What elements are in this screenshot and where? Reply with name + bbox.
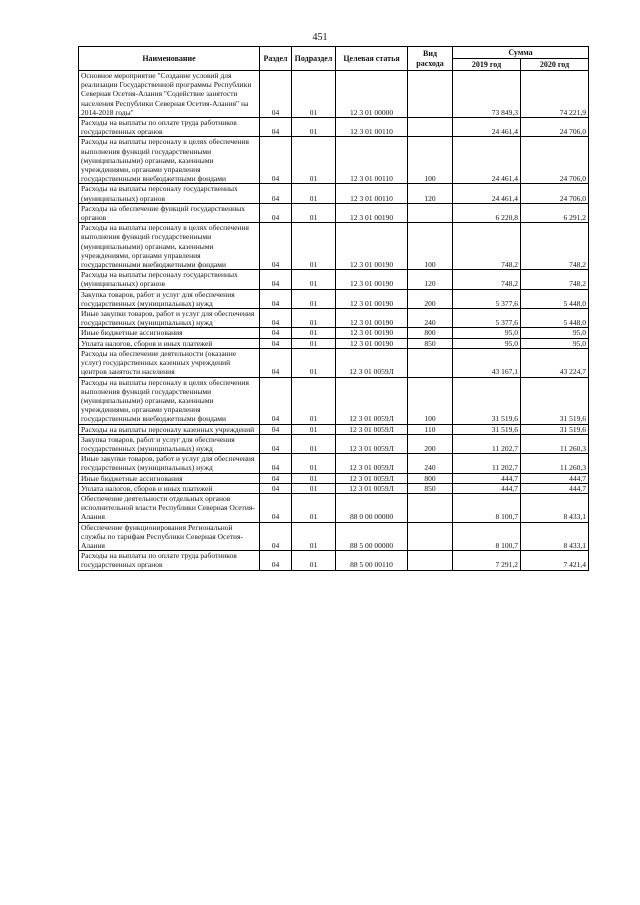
row-name: Расходы на выплаты персоналу в целях обеспечения выполнения функций государственными (муниципальными) органами, казенными учреждениями, органами управления государственными внебюджетными фондами xyxy=(79,137,260,184)
row-target: 12 3 01 0059Л xyxy=(336,377,408,424)
row-sum-2020: 11 260,3 xyxy=(521,434,589,453)
row-section: 04 xyxy=(260,434,292,453)
row-target: 12 3 01 00190 xyxy=(336,289,408,308)
row-target: 12 3 01 0059Л xyxy=(336,424,408,434)
row-sum-2020: 24 706,0 xyxy=(521,184,589,203)
row-name: Расходы на выплаты персоналу в целях обеспечения выполнения функций государственными (муниципальными) органами, казенными учреждениями, органами управления государственными внебюджетными фондами xyxy=(79,377,260,424)
row-subsection: 01 xyxy=(292,348,336,377)
table-row xyxy=(79,118,589,137)
row-subsection: 01 xyxy=(292,223,336,270)
row-subsection: 01 xyxy=(292,424,336,434)
table-row xyxy=(79,328,589,338)
table-row xyxy=(79,522,589,551)
row-target: 88 5 00 00000 xyxy=(336,522,408,551)
row-sum-2019: 444,7 xyxy=(453,483,521,493)
row-sum-2020: 43 224,7 xyxy=(521,348,589,377)
row-sum-2020: 5 448,0 xyxy=(521,309,589,328)
table-row xyxy=(79,289,589,308)
row-expense-type xyxy=(408,71,453,118)
row-expense-type: 120 xyxy=(408,184,453,203)
row-sum-2019: 11 202,7 xyxy=(453,454,521,473)
header-target: Целевая статья xyxy=(336,47,408,71)
row-sum-2019: 31 519,6 xyxy=(453,424,521,434)
row-section: 04 xyxy=(260,473,292,483)
row-expense-type xyxy=(408,522,453,551)
row-sum-2019: 73 849,3 xyxy=(453,71,521,118)
row-sum-2019: 748,2 xyxy=(453,223,521,270)
row-target: 88 0 00 00000 xyxy=(336,493,408,522)
row-sum-2020: 24 706,0 xyxy=(521,137,589,184)
row-section: 04 xyxy=(260,493,292,522)
table-row xyxy=(79,454,589,473)
header-section: Раздел xyxy=(260,47,292,71)
row-subsection: 01 xyxy=(292,454,336,473)
row-name: Расходы на выплаты по оплате труда работников государственных органов xyxy=(79,118,260,137)
row-expense-type: 120 xyxy=(408,270,453,289)
table-row xyxy=(79,309,589,328)
row-sum-2020: 5 448,0 xyxy=(521,289,589,308)
row-sum-2020: 11 260,3 xyxy=(521,454,589,473)
row-name: Расходы на обеспечение деятельности (оказание услуг) государственных казенных учреждений центров занятости населения xyxy=(79,348,260,377)
header-2019: 2019 год xyxy=(453,59,521,71)
row-target: 12 3 01 0059Л xyxy=(336,473,408,483)
row-sum-2020: 95,0 xyxy=(521,328,589,338)
row-name: Расходы на выплаты персоналу казенных учреждений xyxy=(79,424,260,434)
row-name: Закупка товаров, работ и услуг для обеспечения государственных (муниципальных) нужд xyxy=(79,434,260,453)
row-section: 04 xyxy=(260,223,292,270)
row-section: 04 xyxy=(260,483,292,493)
row-sum-2020: 444,7 xyxy=(521,483,589,493)
row-expense-type xyxy=(408,493,453,522)
header-expense-type: Вид расхода xyxy=(408,47,453,71)
row-sum-2019: 95,0 xyxy=(453,338,521,348)
row-sum-2020: 24 706,0 xyxy=(521,118,589,137)
row-expense-type xyxy=(408,551,453,570)
row-section: 04 xyxy=(260,270,292,289)
row-subsection: 01 xyxy=(292,493,336,522)
row-sum-2019: 24 461,4 xyxy=(453,137,521,184)
page-number: 451 xyxy=(312,32,328,43)
row-target: 12 3 01 0059Л xyxy=(336,483,408,493)
row-section: 04 xyxy=(260,328,292,338)
table-row xyxy=(79,493,589,522)
row-target: 12 3 01 00190 xyxy=(336,309,408,328)
row-name: Расходы на выплаты персоналу в целях обеспечения выполнения функций государственными (муниципальными) органами, казенными учреждениями, органами управления государственными внебюджетными фондами xyxy=(79,223,260,270)
row-sum-2020: 7 421,4 xyxy=(521,551,589,570)
row-name: Обеспечение функционирования Региональной службы по тарифам Республики Северная Осетия-Алания xyxy=(79,522,260,551)
row-target: 12 3 01 00190 xyxy=(336,203,408,222)
row-sum-2019: 8 100,7 xyxy=(453,493,521,522)
row-sum-2020: 74 221,9 xyxy=(521,71,589,118)
row-subsection: 01 xyxy=(292,377,336,424)
row-expense-type: 200 xyxy=(408,434,453,453)
row-subsection: 01 xyxy=(292,473,336,483)
table-row xyxy=(79,348,589,377)
row-expense-type: 850 xyxy=(408,483,453,493)
row-sum-2019: 24 461,4 xyxy=(453,118,521,137)
row-sum-2019: 748,2 xyxy=(453,270,521,289)
row-name: Иные бюджетные ассигнования xyxy=(79,328,260,338)
row-subsection: 01 xyxy=(292,309,336,328)
row-expense-type xyxy=(408,118,453,137)
table-row xyxy=(79,270,589,289)
row-sum-2020: 748,2 xyxy=(521,223,589,270)
row-section: 04 xyxy=(260,137,292,184)
row-name: Иные бюджетные ассигнования xyxy=(79,473,260,483)
row-name: Расходы на выплаты персоналу государственных (муниципальных) органов xyxy=(79,184,260,203)
row-section: 04 xyxy=(260,454,292,473)
row-sum-2019: 8 100,7 xyxy=(453,522,521,551)
row-expense-type: 800 xyxy=(408,473,453,483)
row-section: 04 xyxy=(260,551,292,570)
row-sum-2019: 43 167,1 xyxy=(453,348,521,377)
row-target: 12 3 01 00190 xyxy=(336,270,408,289)
row-name: Обеспечение деятельности отдельных органов исполнительной власти Республики Северная Осетия-Алания xyxy=(79,493,260,522)
row-section: 04 xyxy=(260,377,292,424)
row-target: 12 3 01 0059Л xyxy=(336,454,408,473)
row-sum-2019: 444,7 xyxy=(453,473,521,483)
row-section: 04 xyxy=(260,309,292,328)
row-sum-2020: 8 433,1 xyxy=(521,493,589,522)
table-row xyxy=(79,551,589,570)
table-row xyxy=(79,338,589,348)
row-sum-2019: 7 291,2 xyxy=(453,551,521,570)
row-name: Закупка товаров, работ и услуг для обеспечения государственных (муниципальных) нужд xyxy=(79,289,260,308)
row-name: Расходы на выплаты персоналу государственных (муниципальных) органов xyxy=(79,270,260,289)
row-subsection: 01 xyxy=(292,483,336,493)
header-subsection: Подраздел xyxy=(292,47,336,71)
row-sum-2019: 6 220,8 xyxy=(453,203,521,222)
header-sum: Сумма xyxy=(453,47,589,59)
row-sum-2020: 444,7 xyxy=(521,473,589,483)
row-subsection: 01 xyxy=(292,551,336,570)
header-name: Наименование xyxy=(79,47,260,71)
header-2020: 2020 год xyxy=(521,59,589,71)
table-row xyxy=(79,203,589,222)
row-section: 04 xyxy=(260,71,292,118)
row-section: 04 xyxy=(260,203,292,222)
row-expense-type: 100 xyxy=(408,137,453,184)
row-name: Расходы на обеспечение функций государственных органов xyxy=(79,203,260,222)
row-sum-2019: 5 377,6 xyxy=(453,309,521,328)
row-expense-type: 200 xyxy=(408,289,453,308)
budget-table xyxy=(78,46,589,571)
row-expense-type: 100 xyxy=(408,223,453,270)
row-section: 04 xyxy=(260,289,292,308)
row-expense-type xyxy=(408,203,453,222)
row-section: 04 xyxy=(260,338,292,348)
row-name: Иные закупки товаров, работ и услуг для обеспечения государственных (муниципальных) нужд xyxy=(79,309,260,328)
table-row xyxy=(79,483,589,493)
row-section: 04 xyxy=(260,118,292,137)
table-row xyxy=(79,473,589,483)
table-row xyxy=(79,71,589,118)
row-expense-type: 800 xyxy=(408,328,453,338)
row-subsection: 01 xyxy=(292,203,336,222)
row-subsection: 01 xyxy=(292,522,336,551)
row-target: 12 3 01 00190 xyxy=(336,338,408,348)
row-subsection: 01 xyxy=(292,289,336,308)
row-section: 04 xyxy=(260,184,292,203)
row-sum-2020: 31 519,6 xyxy=(521,424,589,434)
table-row xyxy=(79,137,589,184)
row-expense-type xyxy=(408,348,453,377)
table-row xyxy=(79,223,589,270)
row-sum-2020: 6 291,2 xyxy=(521,203,589,222)
row-expense-type: 100 xyxy=(408,377,453,424)
row-name: Уплата налогов, сборов и иных платежей xyxy=(79,483,260,493)
row-name: Расходы на выплаты по оплате труда работников государственных органов xyxy=(79,551,260,570)
row-target: 12 3 01 00110 xyxy=(336,137,408,184)
row-sum-2020: 748,2 xyxy=(521,270,589,289)
row-expense-type: 850 xyxy=(408,338,453,348)
row-sum-2020: 31 519,6 xyxy=(521,377,589,424)
row-subsection: 01 xyxy=(292,184,336,203)
row-sum-2020: 95,0 xyxy=(521,338,589,348)
row-name: Основное мероприятие "Создание условий для реализации Государственной программы Республики Северная Осетия-Алания "Содействие занятости населения Республики Северная Осетия-Алания" на 2014-2018 годы" xyxy=(79,71,260,118)
row-target: 12 3 01 00000 xyxy=(336,71,408,118)
row-subsection: 01 xyxy=(292,137,336,184)
row-target: 12 3 01 0059Л xyxy=(336,348,408,377)
row-name: Иные закупки товаров, работ и услуг для обеспечения государственных (муниципальных) нужд xyxy=(79,454,260,473)
row-expense-type: 240 xyxy=(408,309,453,328)
row-expense-type: 110 xyxy=(408,424,453,434)
row-subsection: 01 xyxy=(292,118,336,137)
row-subsection: 01 xyxy=(292,338,336,348)
row-subsection: 01 xyxy=(292,270,336,289)
row-sum-2020: 8 433,1 xyxy=(521,522,589,551)
row-sum-2019: 5 377,6 xyxy=(453,289,521,308)
row-subsection: 01 xyxy=(292,328,336,338)
row-target: 88 5 00 00110 xyxy=(336,551,408,570)
row-target: 12 3 01 00190 xyxy=(336,223,408,270)
row-sum-2019: 95,0 xyxy=(453,328,521,338)
row-section: 04 xyxy=(260,424,292,434)
row-section: 04 xyxy=(260,522,292,551)
row-sum-2019: 31 519,6 xyxy=(453,377,521,424)
row-subsection: 01 xyxy=(292,434,336,453)
row-sum-2019: 24 461,4 xyxy=(453,184,521,203)
table-row xyxy=(79,377,589,424)
table-row xyxy=(79,424,589,434)
row-target: 12 3 01 00110 xyxy=(336,118,408,137)
row-target: 12 3 01 00110 xyxy=(336,184,408,203)
row-subsection: 01 xyxy=(292,71,336,118)
row-target: 12 3 01 00190 xyxy=(336,328,408,338)
table-row xyxy=(79,184,589,203)
row-sum-2019: 11 202,7 xyxy=(453,434,521,453)
row-expense-type: 240 xyxy=(408,454,453,473)
table-row xyxy=(79,434,589,453)
row-name: Уплата налогов, сборов и иных платежей xyxy=(79,338,260,348)
row-target: 12 3 01 0059Л xyxy=(336,434,408,453)
row-section: 04 xyxy=(260,348,292,377)
